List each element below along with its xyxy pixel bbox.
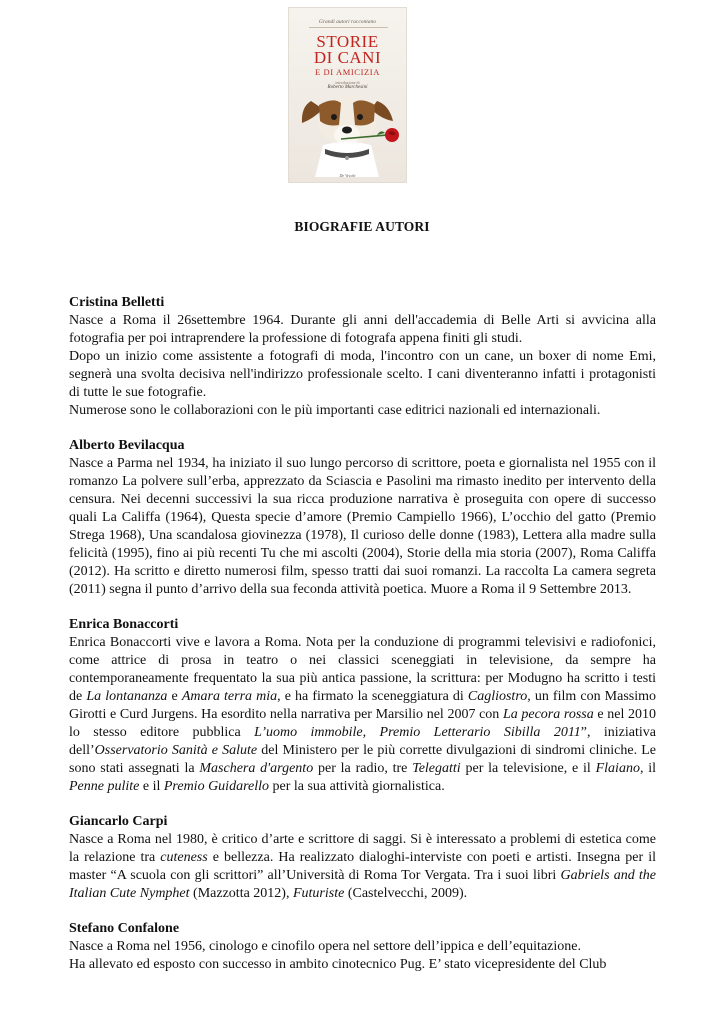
italic-title: L’uomo immobile, Premio Letterario Sibilla 2011: [254, 725, 581, 740]
cover-title-line3: E DI AMICIZIA: [315, 67, 380, 77]
italic-title: cuteness: [160, 850, 208, 865]
bio-enrica-bonaccorti: [69, 616, 656, 796]
italic-title: Telegatti: [412, 761, 461, 776]
author-name: Alberto Bevilacqua: [69, 438, 185, 453]
author-name: Giancarlo Carpi: [69, 814, 168, 829]
text-run: Enrica Bonaccorti vive e lavora a Roma. Nota per la conduzione di programmi televisivi e radiofonici, come attrice di prosa in teatro o nei classici sceneggiati in televisione, da sempre ha contemporaneamente frequentato la sua più antica passione, la scrittura: per Modugno ha scritto i testi de: [69, 635, 656, 704]
italic-title: Amara terra mia: [181, 689, 278, 704]
bio-paragraph: Nasce a Parma nel 1934, ha iniziato il suo lungo percorso di scrittore, poeta e giornalista nel 1955 con il romanzo La polvere sull’erba, apprezzato da Sciascia e Pasolini ma rimasto inedito per intervento della censura. Nei decenni successivi la sua ricca produzione narrativa è proseguita con opere di successo quali La Califfa (1964), Questa specie d’amore (Premio Campiello 1966), L’occhio del gatto (Premio Strega 1968), Una scandalosa giovinezza (1978), Il curioso delle donne (1983), Lettera alla madre sulla felicità (1995), fino ai più recenti Tu che mi ascolti (2004), Storie della mia storia (2007), Roma Califfa (2012). Ha scritto e diretto numerosi film, spesso tratti dai suoi romanzi. La raccolta La camera segreta (2011) segna il punto d’arrivo della sua feconda attività poetica. Muore a Roma il 9 Settembre 2013.: [69, 456, 656, 597]
text-run: e nel 2010 lo stesso editore pubblica: [69, 707, 656, 740]
cover-editor-prefix: introduzione di: [335, 80, 360, 85]
bio-stefano-confalone: [69, 920, 656, 974]
text-run: ”, iniziativa dell’: [69, 725, 656, 758]
italic-title: La pecora rossa: [502, 707, 594, 722]
bio-giancarlo-carpi: [69, 813, 656, 903]
cover-divider: [309, 27, 388, 28]
bio-paragraph: Ha allevato ed esposto con successo in ambito cinotecnico Pug. E’ stato vicepresidente del Club: [69, 957, 607, 972]
text-run: per la televisione, e il: [460, 761, 596, 776]
text-run: per la radio, tre: [313, 761, 413, 776]
bio-paragraph: [69, 831, 656, 903]
cover-title-line1: STORIE: [316, 32, 379, 51]
italic-title: Futuriste: [292, 886, 345, 901]
text-run: del Ministero per le più corrette divulgazioni di sindromi cliniche. Le sono stati assegnati la: [69, 743, 656, 776]
bio-paragraph: Numerose sono le collaborazioni con le più importanti case editrici nazionali ed internazionali.: [69, 403, 601, 418]
author-name: Enrica Bonaccorti: [69, 617, 179, 632]
biographies-list: [69, 294, 656, 991]
italic-title: Maschera d'argento: [199, 761, 314, 776]
text-run: , un film con Massimo Girotti e Curd Jurgens. Ha esordito nella narrativa per Marsilio nel 2007 con: [69, 689, 656, 722]
bio-paragraph: Dopo un inizio come assistente a fotografi di moda, l'incontro con un cane, un boxer di nome Emi, segnerà una svolta decisiva nell'indirizzo professionale scelto. I cani diventeranno infatti i protagonisti di tutte le sue fotografie.: [69, 349, 656, 400]
bio-paragraph: [69, 634, 656, 796]
text-run: (Mazzotta 2012),: [189, 886, 293, 901]
page-title: BIOGRAFIE AUTORI: [294, 219, 430, 234]
italic-title: Gabriels and the Italian Cute Nymphet: [69, 868, 656, 901]
text-run: e bellezza. Ha realizzato dialoghi-interviste con poeti e artisti. Insegna per il master “A scuola con gli scrittori” all’Università di Roma Tor Vergata. Tra i suoi libri: [69, 850, 656, 883]
italic-title: Flaiano: [595, 761, 640, 776]
bio-cristina-belletti: [69, 294, 656, 420]
italic-title: Osservatorio Sanità e Salute: [94, 743, 258, 758]
bio-paragraph: Nasce a Roma il 26settembre 1964. Durante gli anni dell'accademia di Belle Arti si avvicina alla fotografia per poi intraprendere la professione di fotografa appena finiti gli studi.: [69, 313, 656, 346]
author-name: Cristina Belletti: [69, 295, 165, 310]
cover-editor: Roberto Marchesini: [327, 85, 368, 90]
text-run: , e ha firmato la sceneggiatura di: [277, 689, 468, 704]
author-name: Stefano Confalone: [69, 921, 180, 936]
cover-publisher: De Vecchi: [339, 173, 356, 178]
text-run: Nasce a Roma nel 1980, è critico d’arte e scrittore di saggi. Si è interessato a problemi di estetica come la relazione tra: [69, 832, 656, 865]
italic-title: La lontananza: [86, 689, 168, 704]
book-cover-image: [288, 7, 407, 183]
cover-series: Grandi autori raccontano: [318, 19, 377, 25]
bio-alberto-bevilacqua: [69, 437, 656, 599]
text-run: e: [167, 689, 182, 704]
italic-title: Premio Guidarello: [163, 779, 269, 794]
text-run: per la sua attività giornalistica.: [269, 779, 445, 794]
cover-title-line2: DI CANI: [313, 48, 382, 67]
dog-with-rose-illustration: [289, 91, 407, 177]
italic-title: Penne pulite: [69, 779, 140, 794]
text-run: (Castelvecchi, 2009).: [344, 886, 468, 901]
text-run: , il: [639, 761, 657, 776]
bio-paragraph: Nasce a Roma nel 1956, cinologo e cinofilo opera nel settore dell’ippica e dell’equitazione.: [69, 939, 581, 954]
text-run: e il: [139, 779, 164, 794]
italic-title: Cagliostro: [467, 689, 528, 704]
